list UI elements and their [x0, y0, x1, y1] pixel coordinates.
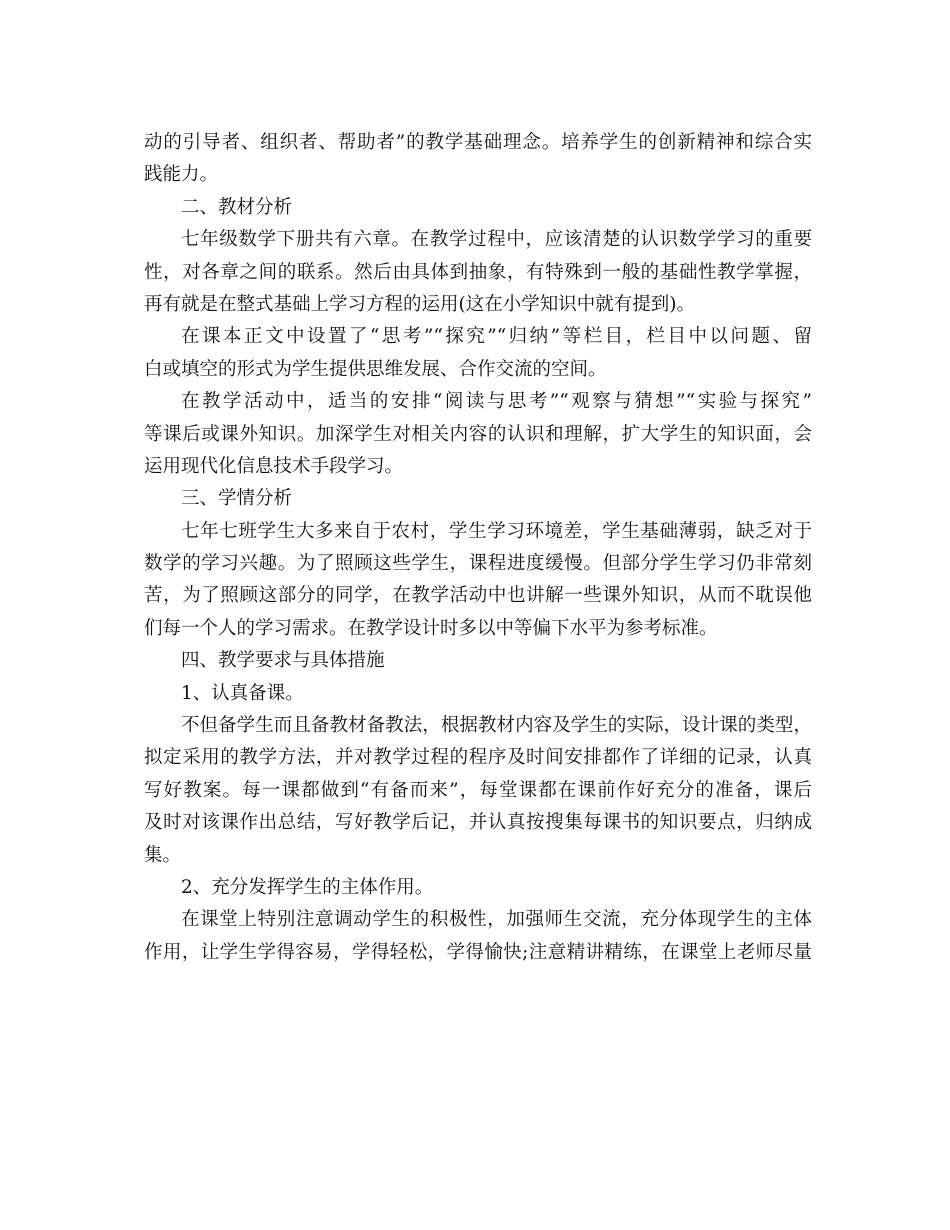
text-line: 在教学活动中，适当的安排“阅读与思考”“观察与猜想”“实验与探究” — [181, 391, 812, 413]
text-line: 不但备学生而且备教材备教法，根据教材内容及学生的实际，设计课的类型， — [181, 715, 812, 737]
text-line: 拟定采用的教学方法，并对教学过程的程序及时间安排都作了详细的记录，认真 — [144, 747, 812, 769]
text-line: 作用，让学生学得容易，学得轻松，学得愉快;注意精讲精练，在课堂上老师尽量 — [144, 941, 812, 963]
text-line: 动的引导者、组织者、帮助者”的教学基础理念。培养学生的创新精神和综合实 — [144, 132, 812, 153]
text-line: 七年级数学下册共有六章。在教学过程中，应该清楚的认识数学学习的重要 — [181, 229, 812, 251]
text-line: 及时对该课作出总结，写好教学后记，并认真按搜集每课书的知识要点，归纳成 — [144, 812, 812, 834]
text-line: 等课后或课外知识。加深学生对相关内容的认识和理解，扩大学生的知识面，会 — [144, 423, 812, 445]
text-line: 2、充分发挥学生的主体作用。 — [181, 876, 434, 898]
text-line: 数学的学习兴趣。为了照顾这些学生，课程进度缓慢。但部分学生学习仍非常刻 — [144, 553, 812, 575]
text-line: 二、教材分析 — [181, 196, 293, 218]
text-line: 七年七班学生大多来自于农村，学生学习环境差，学生基础薄弱，缺乏对于 — [181, 520, 812, 542]
text-line: 在课本正文中设置了“思考”“探究”“归纳”等栏目，栏目中以问题、留 — [181, 326, 812, 348]
text-line: 白或填空的形式为学生提供思维发展、合作交流的空间。 — [144, 358, 607, 380]
text-line: 运用现代化信息技术手段学习。 — [144, 455, 404, 477]
text-line: 们每一个人的学习需求。在教学设计时多以中等偏下水平为参考标准。 — [144, 617, 718, 639]
text-line: 苦，为了照顾这部分的同学，在教学活动中也讲解一些课外知识，从而不耽误他 — [144, 585, 812, 607]
text-line: 集。 — [144, 844, 182, 866]
text-line: 在课堂上特别注意调动学生的积极性，加强师生交流，充分体现学生的主体 — [181, 909, 812, 931]
document-body — [144, 127, 812, 969]
text-line: 再有就是在整式基础上学习方程的运用(这在小学知识中就有提到)。 — [144, 293, 695, 315]
text-line: 三、学情分析 — [181, 488, 293, 510]
text-line: 写好教案。每一课都做到“有备而来”，每堂课都在课前作好充分的准备，课后 — [144, 779, 812, 801]
text-line: 1、认真备课。 — [181, 682, 304, 704]
text-line: 四、教学要求与具体措施 — [181, 650, 385, 672]
text-line: 践能力。 — [144, 164, 219, 186]
text-line: 性，对各章之间的联系。然后由具体到抽象，有特殊到一般的基础性教学掌握， — [144, 261, 812, 283]
